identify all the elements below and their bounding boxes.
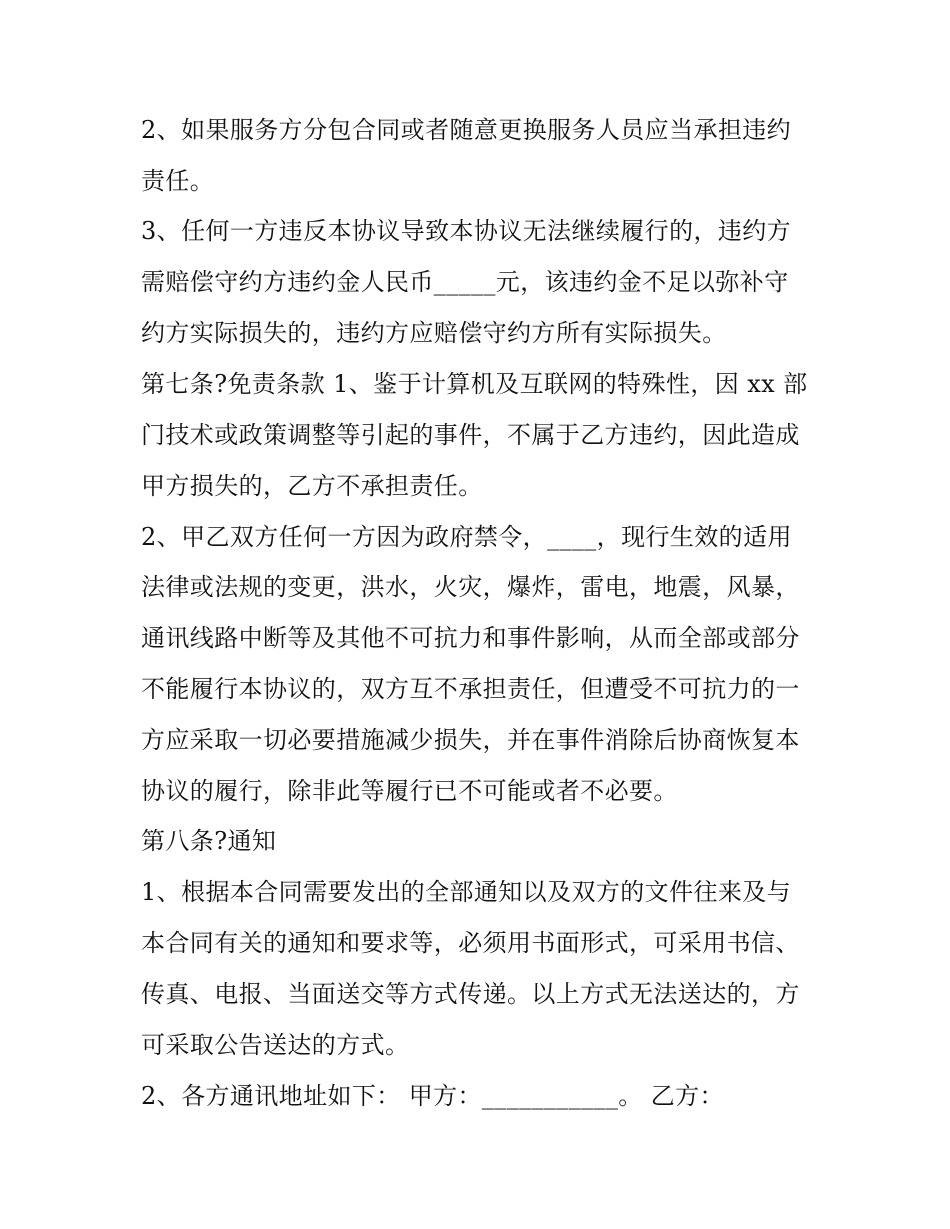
text-line: 本合同有关的通知和要求等，必须用书面形式，可采用书信、 bbox=[141, 929, 800, 957]
text-line: 1、根据本合同需要发出的全部通知以及双方的文件往来及与 bbox=[141, 878, 792, 906]
text-line: 通讯线路中断等及其他不可抗力和事件影响，从而全部或部分 bbox=[141, 624, 800, 652]
text-line: 门技术或政策调整等引起的事件，不属于乙方违约，因此造成 bbox=[141, 421, 800, 449]
text-line: 约方实际损失的，违约方应赔偿守约方所有实际损失。 bbox=[141, 319, 727, 347]
text-line: 法律或法规的变更，洪水，火灾，爆炸，雷电，地震，风暴， bbox=[141, 573, 800, 601]
text-line: 甲方损失的，乙方不承担责任。 bbox=[141, 472, 483, 500]
text-line: 2、各方通讯地址如下： 甲方：___________。 乙方： bbox=[141, 1082, 724, 1110]
text-line: 需赔偿守约方违约金人民币_____元，该违约金不足以弥补守 bbox=[141, 268, 789, 296]
text-line: 2、甲乙双方任何一方因为政府禁令，____，现行生效的适用 bbox=[141, 523, 792, 551]
text-line: 协议的履行，除非此等履行已不可能或者不必要。 bbox=[141, 777, 678, 805]
text-line: 可采取公告送达的方式。 bbox=[141, 1031, 410, 1059]
text-line: 2、如果服务方分包合同或者随意更换服务人员应当承担违约 bbox=[141, 116, 792, 144]
text-line: 传真、电报、当面送交等方式传递。以上方式无法送达的，方 bbox=[141, 980, 800, 1008]
text-line: 方应采取一切必要措施减少损失，并在事件消除后协商恢复本 bbox=[141, 726, 800, 754]
section-heading: 第八条?通知 bbox=[141, 827, 277, 855]
text-line: 不能履行本协议的，双方互不承担责任，但遭受不可抗力的一 bbox=[141, 675, 800, 703]
text-line: 第七条?免责条款 1、鉴于计算机及互联网的特殊性，因 xx 部 bbox=[141, 370, 808, 398]
text-line: 责任。 bbox=[141, 167, 215, 195]
text-line: 3、任何一方违反本协议导致本协议无法继续履行的，违约方 bbox=[141, 217, 792, 245]
